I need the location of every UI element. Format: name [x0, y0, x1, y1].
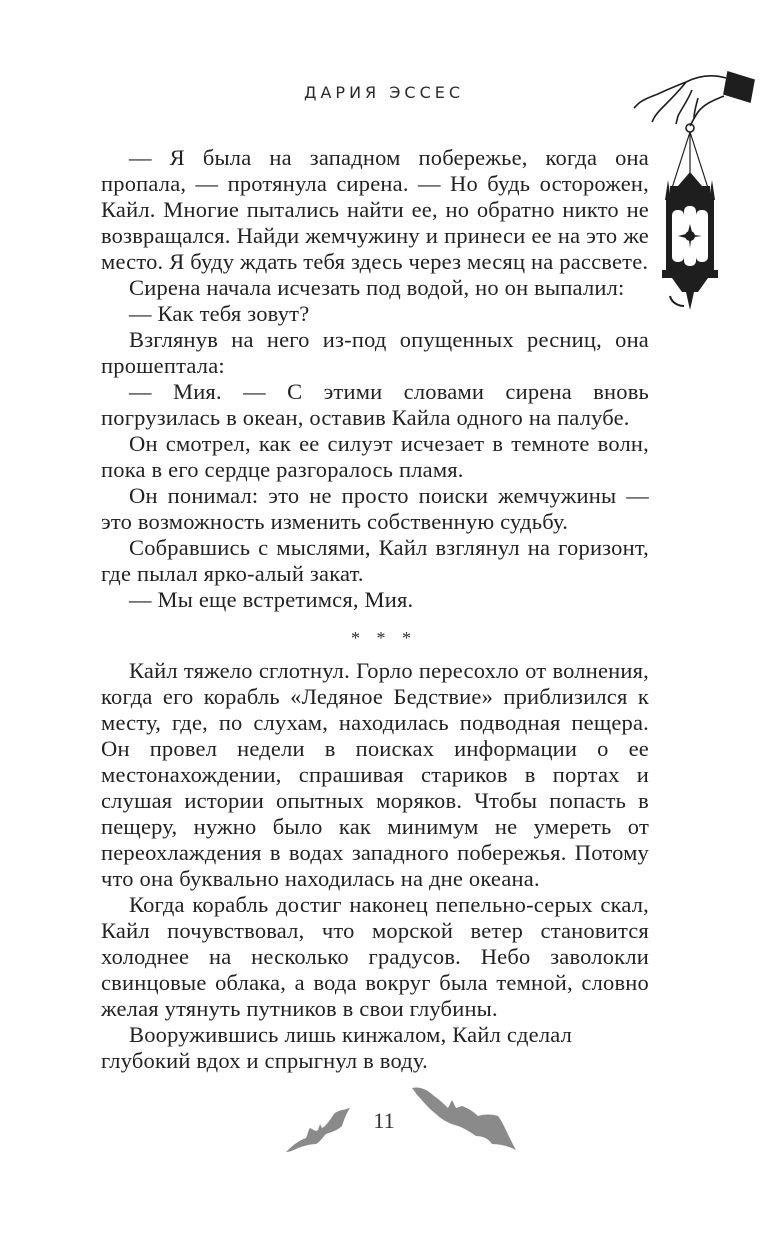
text-block-1	[101, 145, 649, 613]
paragraph: Кайл тяжело сглотнул. Горло пересохло от волнения, когда его корабль «Ледяное Бедствие» приблизился к месту, где, по слухам, находилась подводная пещера. Он провел недели в поисках информации о ее местонахождении, спрашивая стариков в портах и слушая истории опытных моряков. Чтобы попасть в пещеру, нужно было как минимум не умереть от переохлаждения в водах западного побережья. Потому что она буквально находилась на дне океана.	[101, 658, 649, 891]
paragraph: — Мы еще встретимся, Мия.	[129, 587, 414, 612]
paragraph: Он понимал: это не просто поиски жемчужины — это возможность изменить собственную судьбу.	[101, 483, 649, 534]
paragraph: Он смотрел, как ее силуэт исчезает в темноте волн, пока в его сердце разгоралось пламя.	[101, 431, 649, 482]
paragraph: Собравшись с мыслями, Кайл взглянул на горизонт, где пылал ярко-алый закат.	[101, 535, 649, 586]
paragraph: Вооружившись лишь кинжалом, Кайл сделал глубокий вдох и спрыгнул в воду.	[101, 1022, 573, 1073]
running-header-author: ДАРИЯ ЭССЕС	[303, 83, 465, 102]
paragraph: Сирена начала исчезать под водой, но он выпалил:	[129, 275, 625, 300]
paragraph: Когда корабль достиг наконец пепельно-серых скал, Кайл почувствовал, что морской ветер становится холоднее на несколько градусов. Небо заволокли свинцовые облака, а вода вокруг была темной, словно желая утянуть путников в свои глубины.	[101, 892, 649, 1021]
paragraph: — Мия. — С этими словами сирена вновь погрузилась в океан, оставив Кайла одного на палубе.	[101, 379, 649, 430]
hand-lantern-icon	[632, 60, 762, 320]
page-number: 11	[373, 1108, 395, 1133]
paragraph: — Я была на западном побережье, когда она пропала, — протянула сирена. — Но будь осторожен, Кайл. Многие пытались найти ее, но обратно никто не возвращался. Найди жемчужину и принеси ее на это же место. Я буду ждать тебя здесь через месяц на рассвете.	[101, 145, 649, 274]
text-block-2	[101, 658, 649, 1074]
paragraph: Взглянув на него из-под опущенных ресниц, она прошептала:	[101, 327, 649, 378]
paragraph: — Как тебя зовут?	[129, 301, 310, 326]
section-separator: * * *	[351, 628, 417, 648]
